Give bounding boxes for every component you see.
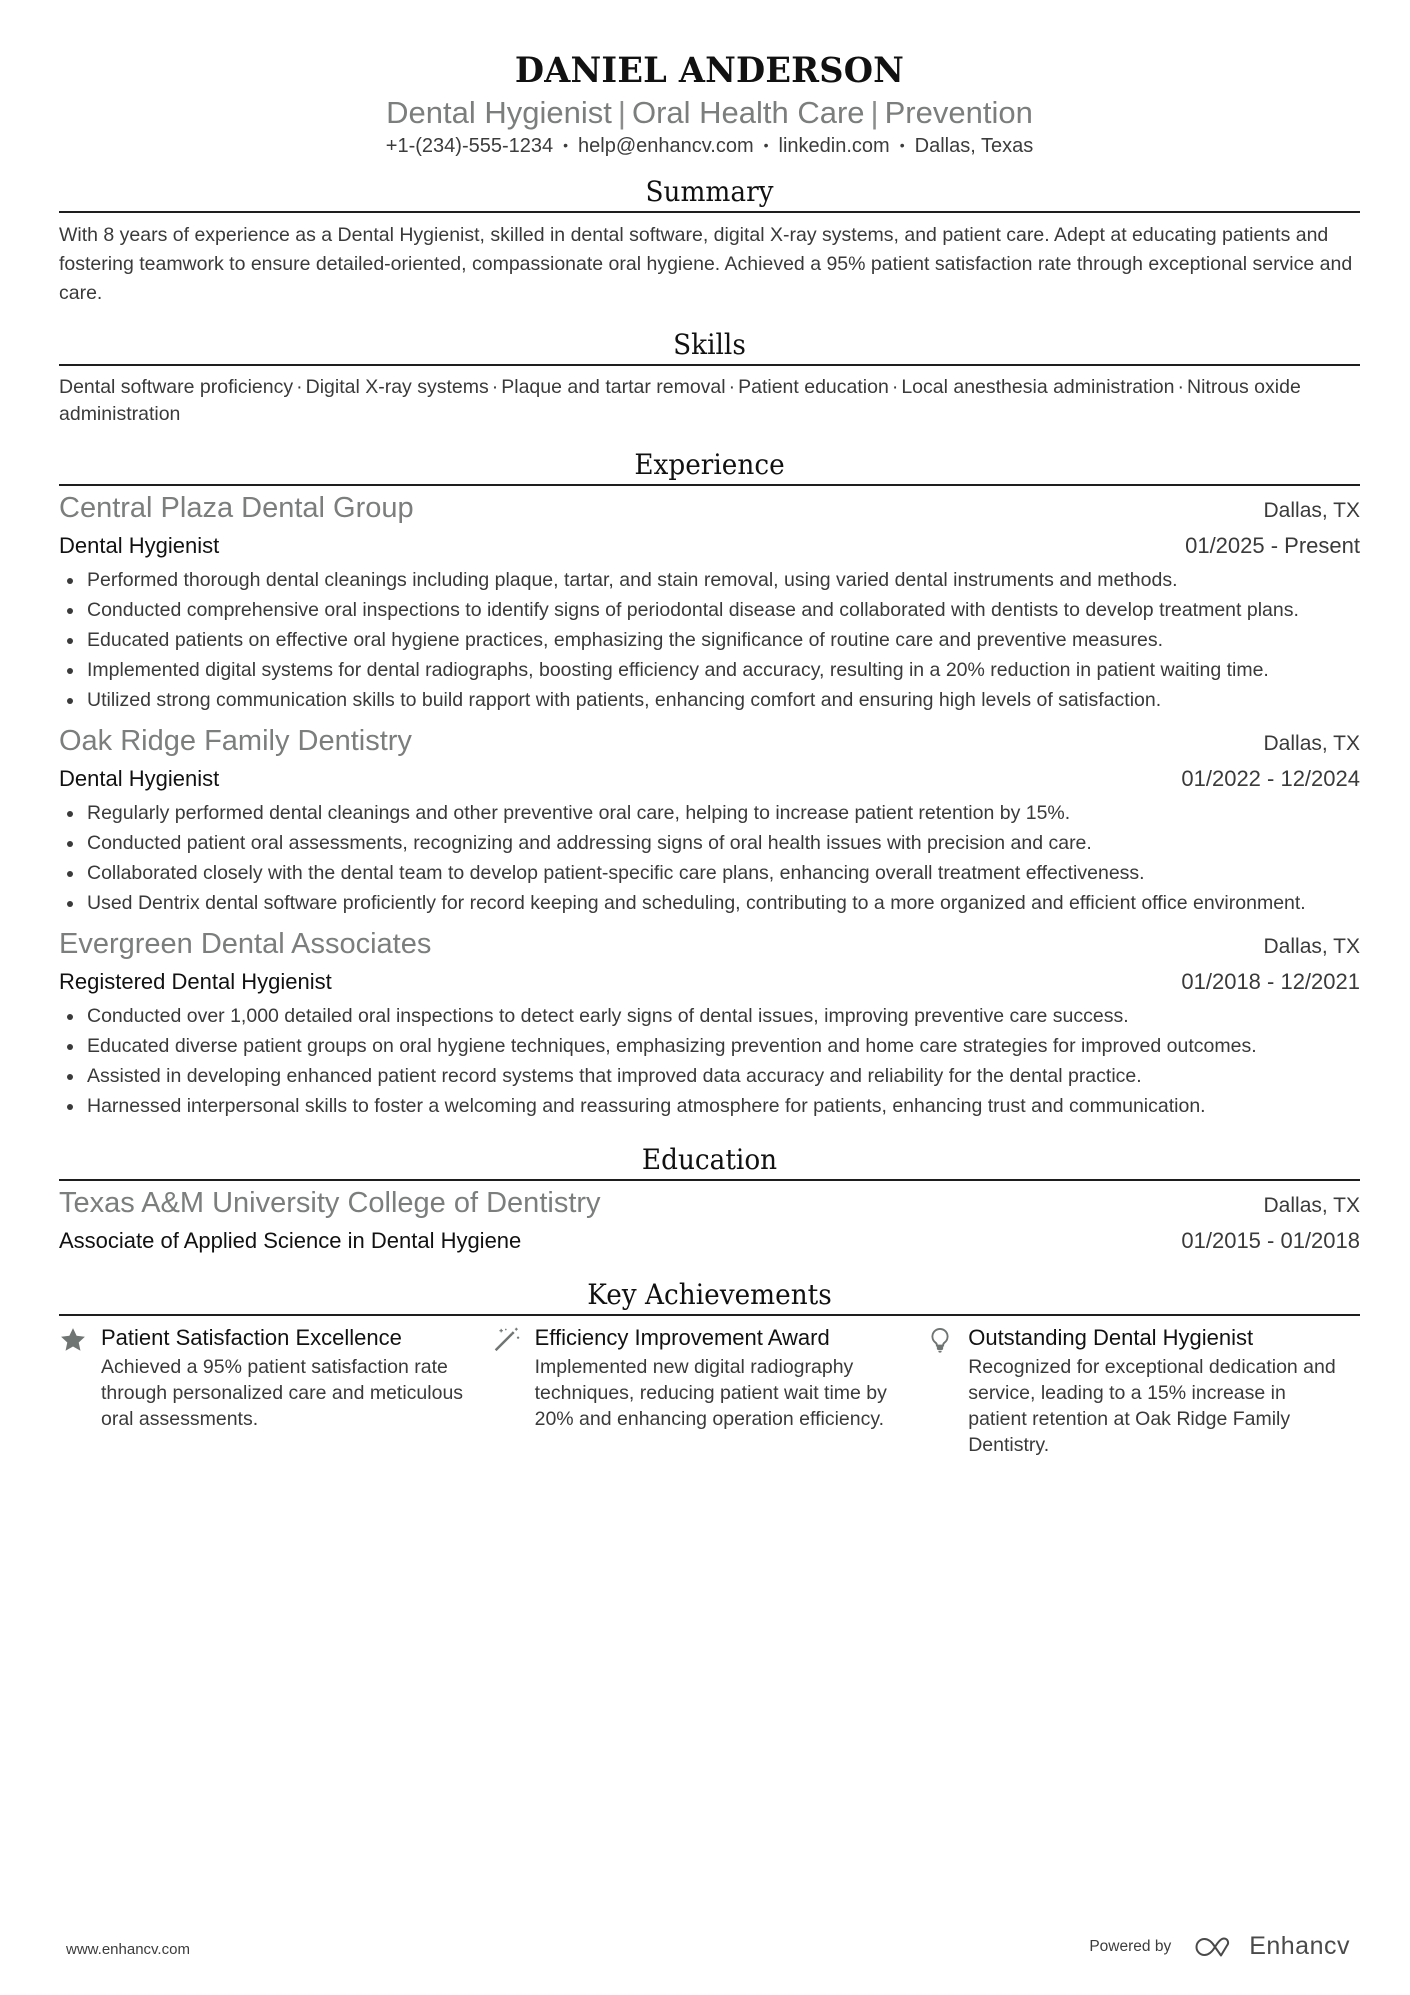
experience-entry (59, 926, 1360, 1121)
resume-header (59, 0, 1360, 159)
section-heading-skills: Skills (673, 328, 746, 361)
bullet-item: Educated diverse patient groups on oral hygiene techniques, emphasizing prevention and home care strategies for improved outcomes. (59, 1031, 1360, 1061)
education-section (59, 1137, 1360, 1258)
achievement-description: Recognized for exceptional dedication and service, leading to a 15% increase in patient retention at Oak Ridge Family Dentistry. (968, 1356, 1336, 1456)
experience-entry (59, 490, 1360, 715)
summary-section (59, 169, 1360, 308)
star-icon (59, 1322, 101, 1458)
skill-item: Dental software proficiency (59, 376, 294, 398)
achievement-description: Implemented new digital radiography techniques, reducing patient wait time by 20% and enhancing operation efficiency. (534, 1356, 887, 1430)
bullet-item: Collaborated closely with the dental team to develop patient-specific care plans, enhancing overall treatment effectiveness. (59, 858, 1360, 888)
section-divider (59, 484, 1360, 486)
achievement-description: Achieved a 95% patient satisfaction rate through personalized care and meticulous oral assessments. (101, 1356, 464, 1430)
contact-email[interactable]: help@enhancv.com (578, 135, 754, 157)
degree-name: Associate of Applied Science in Dental Hygiene (59, 1228, 522, 1253)
skill-separator: · (491, 376, 499, 398)
achievement-item (493, 1322, 927, 1458)
skill-item: Patient education (738, 376, 889, 398)
job-bullets (59, 1001, 1360, 1121)
job-location: Dallas, TX (1263, 499, 1360, 522)
skill-separator: · (296, 376, 303, 398)
achievement-item (59, 1322, 493, 1458)
bullet-item: Harnessed interpersonal skills to foster a welcoming and reassuring atmosphere for patients, enhancing trust and communication. (59, 1091, 1360, 1121)
experience-section (59, 442, 1360, 1121)
contact-separator: • (899, 137, 905, 153)
job-location: Dallas, TX (1263, 732, 1360, 755)
bullet-item: Used Dentrix dental software proficiently for record keeping and scheduling, contributing to a more organized and efficient office environment. (59, 888, 1360, 918)
skill-separator: · (1177, 376, 1184, 398)
job-title: Registered Dental Hygienist (59, 969, 332, 994)
achievement-title: Outstanding Dental Hygienist (968, 1325, 1254, 1350)
bullet-item: Utilized strong communication skills to build rapport with patients, enhancing comfort and ensuring high levels of satisfaction. (59, 685, 1360, 715)
skill-item: Digital X-ray systems (305, 376, 489, 398)
contact-location: Dallas, Texas (914, 135, 1034, 157)
job-dates: 01/2022 - 12/2024 (1181, 766, 1360, 791)
experience-entry (59, 723, 1360, 918)
job-title: Dental Hygienist (59, 533, 220, 558)
skills-section (59, 322, 1360, 428)
section-divider (59, 364, 1360, 366)
section-heading-education: Education (641, 1143, 778, 1176)
footer-branding (1089, 1932, 1350, 1961)
achievement-title: Efficiency Improvement Award (534, 1325, 830, 1350)
section-divider (59, 1179, 1360, 1181)
education-entry (59, 1185, 1360, 1258)
lightbulb-icon (926, 1322, 968, 1458)
skill-item: Local anesthesia administration (901, 376, 1175, 398)
bullet-item: Regularly performed dental cleanings and other preventive oral care, helping to increase patient retention by 15%. (59, 798, 1360, 828)
company-name: Evergreen Dental Associates (59, 928, 432, 960)
magic-wand-icon (493, 1322, 535, 1458)
skill-separator: · (728, 376, 736, 398)
bullet-item: Assisted in developing enhanced patient record systems that improved data accuracy and reliability for the dental practice. (59, 1061, 1360, 1091)
company-name: Oak Ridge Family Dentistry (59, 725, 412, 757)
skill-item: Nitrous oxide administration (59, 376, 1301, 425)
achievements-section (59, 1272, 1360, 1458)
bullet-item: Educated patients on effective oral hygiene practices, emphasizing the significance of routine care and preventive measures. (59, 625, 1360, 655)
brand-name: Enhancv (1249, 1932, 1350, 1960)
headline-title-1: Dental Hygienist (386, 95, 612, 130)
candidate-name: DANIEL ANDERSON (514, 50, 905, 91)
headline-separator: | (870, 95, 879, 130)
skill-separator: · (891, 376, 899, 398)
achievement-title: Patient Satisfaction Excellence (101, 1325, 402, 1350)
contact-separator: • (763, 137, 769, 153)
job-bullets (59, 798, 1360, 918)
job-title: Dental Hygienist (59, 766, 220, 791)
headline-title-3: Prevention (884, 95, 1033, 130)
footer-website-link[interactable]: www.enhancv.com (66, 1941, 190, 1958)
achievement-item (926, 1322, 1360, 1458)
bullet-item: Conducted over 1,000 detailed oral inspections to detect early signs of dental issues, improving preventive care success. (59, 1001, 1360, 1031)
contact-separator: • (563, 137, 569, 153)
headline-title-2: Oral Health Care (631, 95, 865, 130)
headline (59, 94, 1360, 132)
job-dates: 01/2025 - Present (1185, 533, 1360, 558)
section-heading-achievements: Key Achievements (587, 1278, 832, 1311)
skills-list (59, 374, 1360, 428)
education-dates: 01/2015 - 01/2018 (1181, 1228, 1360, 1253)
achievements-grid (59, 1322, 1360, 1458)
powered-by-label: Powered by (1089, 1937, 1172, 1955)
job-dates: 01/2018 - 12/2021 (1181, 969, 1360, 994)
contact-phone[interactable]: +1-(234)-555-1234 (385, 135, 554, 157)
bullet-item: Performed thorough dental cleanings including plaque, tartar, and stain removal, using varied dental instruments and methods. (59, 565, 1360, 595)
section-divider (59, 211, 1360, 213)
contact-line (59, 132, 1360, 159)
section-divider (59, 1314, 1360, 1316)
bullet-item: Conducted comprehensive oral inspections to identify signs of periodontal disease and collaborated with dentists to develop treatment plans. (59, 595, 1360, 625)
section-heading-summary: Summary (645, 175, 774, 208)
job-bullets (59, 565, 1360, 715)
enhancv-logo[interactable] (1193, 1932, 1350, 1961)
skill-item: Plaque and tartar removal (501, 376, 726, 398)
headline-separator: | (617, 95, 626, 130)
enhancv-logo-icon (1193, 1934, 1239, 1960)
school-name: Texas A&M University College of Dentistry (59, 1187, 601, 1219)
section-heading-experience: Experience (634, 448, 785, 481)
bullet-item: Conducted patient oral assessments, recognizing and addressing signs of oral health issues with precision and care. (59, 828, 1360, 858)
resume-page (59, 0, 1360, 1458)
company-name: Central Plaza Dental Group (59, 492, 414, 524)
job-location: Dallas, TX (1263, 935, 1360, 958)
bullet-item: Implemented digital systems for dental radiographs, boosting efficiency and accuracy, resulting in a 20% reduction in patient waiting time. (59, 655, 1360, 685)
summary-text: With 8 years of experience as a Dental Hygienist, skilled in dental software, digital X-ray systems, and patient care. Adept at educating patients and fostering teamwork to ensure detailed-oriented, compassionate oral hygiene. Achieved a 95% patient satisfaction rate through exceptional service and care. (59, 224, 1353, 304)
contact-linkedin[interactable]: linkedin.com (778, 135, 890, 157)
school-location: Dallas, TX (1263, 1194, 1360, 1217)
